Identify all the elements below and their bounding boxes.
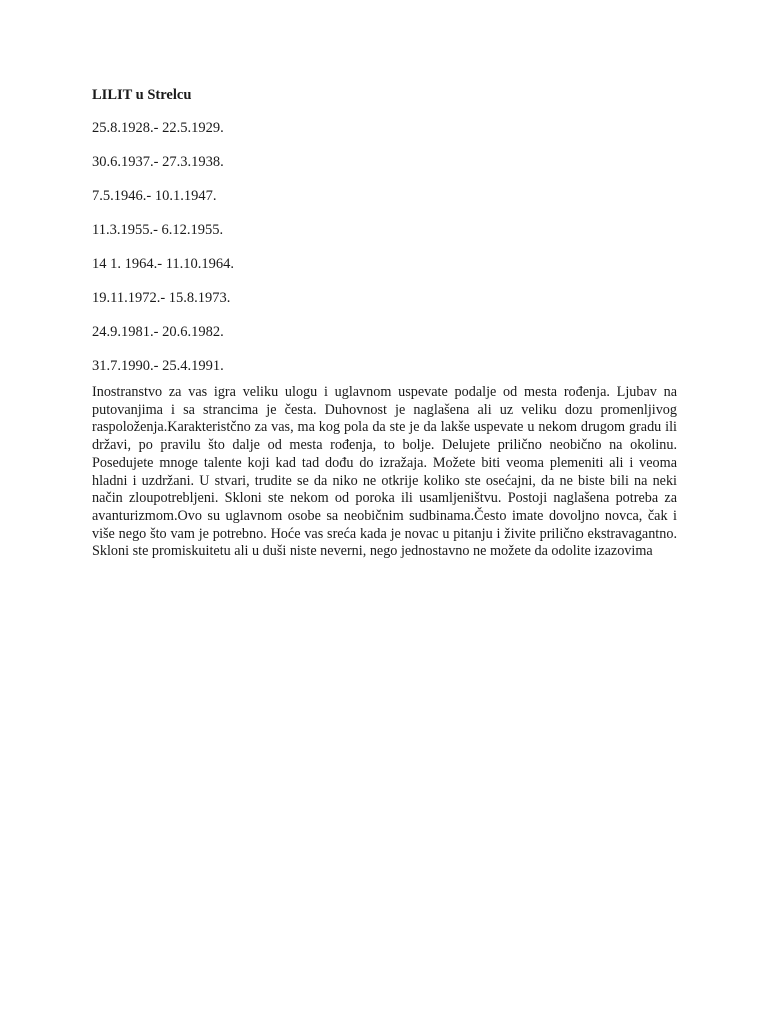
document-title: LILIT u Strelcu: [92, 87, 192, 103]
date-list: [92, 119, 677, 375]
date-range: 25.8.1928.- 22.5.1929.: [92, 120, 224, 136]
document-page: [92, 86, 677, 561]
date-range: 11.3.1955.- 6.12.1955.: [92, 222, 224, 238]
date-range: 24.9.1981.- 20.6.1982.: [92, 324, 224, 340]
date-range: 19.11.1972.- 15.8.1973.: [92, 290, 231, 306]
date-range: 7.5.1946.- 10.1.1947.: [92, 188, 217, 204]
date-range: 31.7.1990.- 25.4.1991.: [92, 358, 224, 374]
date-range: 14 1. 1964.- 11.10.1964.: [92, 256, 235, 272]
date-range: 30.6.1937.- 27.3.1938.: [92, 154, 224, 170]
body-paragraph: Inostranstvo za vas igra veliku ulogu i uglavnom uspevate podalje od mesta rođenja. Ljubav na putovanjima i sa strancima je česta. Duhovnost je naglašena ali uz veliku dozu promenljivog raspoloženja.Karakteristčno za vas, ma kog pola da ste je da lakše uspevate u nekom drugom gradu ili državi, po pravilu što dalje od mesta rođenja, to bolje. Delujete prilično neobično na okolinu. Posedujete mnoge talente koji kad tad dođu do izražaja. Možete biti veoma plemeniti ali i veoma hladni i uzdržani. U stvari, trudite se da niko ne otkrije koliko ste osećajni, da ne biste bili na neki način zloupotrebljeni. Skloni ste nekom od poroka ili usamljeništvu. Postoji naglašena potreba za avanturizmom.Ovo su uglavnom osobe sa neobičnim sudbinama.Često imate dovoljno novca, čak i više nego što vam je potrebno. Hoće vas sreća kada je novac u pitanju i živite prilično ekstravagantno. Skloni ste promiskuitetu ali u duši niste neverni, nego jednostavno ne možete da odolite izazovima: [92, 384, 677, 560]
